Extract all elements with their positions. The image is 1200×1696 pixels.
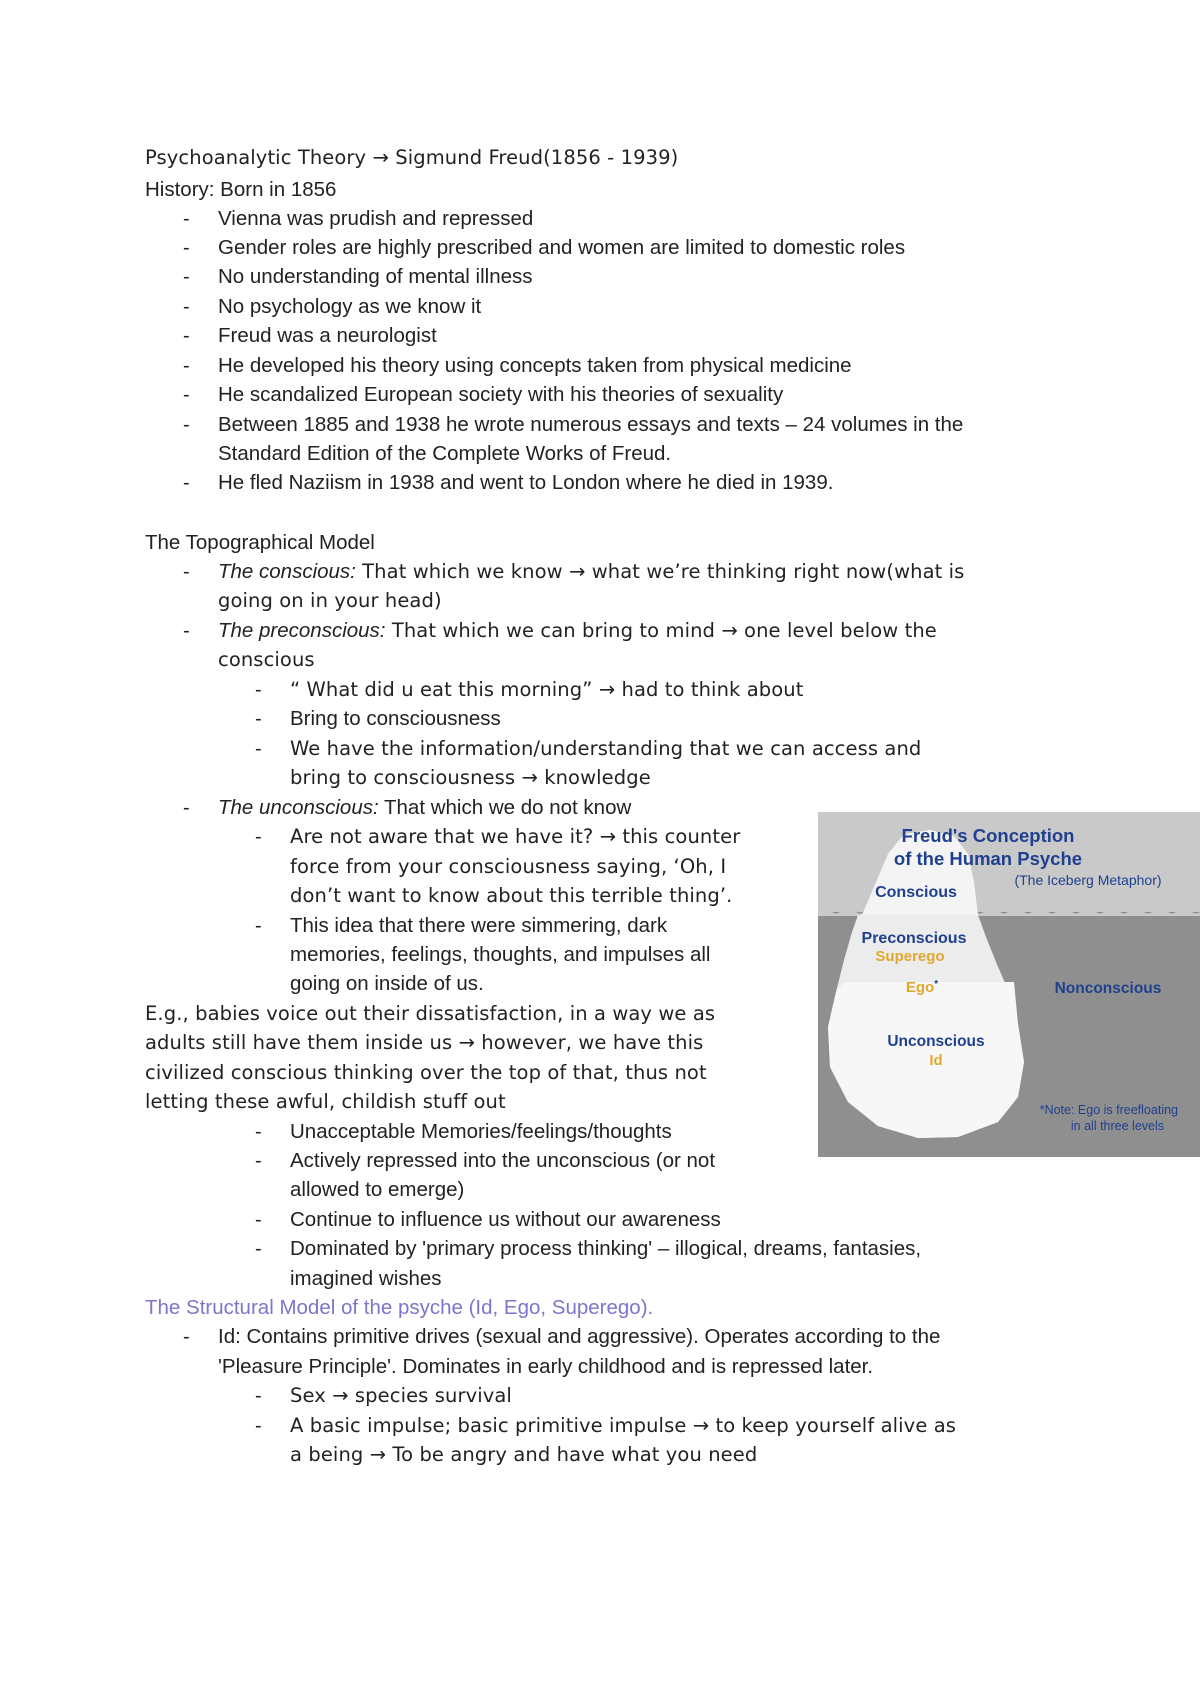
label-conscious: Conscious	[875, 884, 957, 901]
unconscious-subitem-continuation: going on inside of us.	[290, 972, 484, 995]
document-title: Psychoanalytic Theory → Sigmund Freud(1856 - 1939)	[145, 146, 679, 169]
history-item: Between 1885 and 1938 he wrote numerous essays and texts – 24 volumes in the	[218, 413, 964, 436]
id-item: Id: Contains primitive drives (sexual and aggressive). Operates according to the	[218, 1325, 941, 1348]
history-item: Freud was a neurologist	[218, 324, 437, 347]
example-paragraph-line: letting these awful, childish stuff out	[145, 1090, 506, 1113]
label-ego	[906, 979, 938, 996]
bullet-dash: -	[183, 561, 190, 583]
bullet-dash: -	[255, 1209, 262, 1231]
bullet-dash: -	[255, 826, 262, 848]
bullet-dash: -	[183, 414, 190, 436]
history-item: No understanding of mental illness	[218, 265, 533, 288]
bullet-dash: -	[183, 237, 190, 259]
bullet-dash: -	[255, 679, 262, 701]
bullet-dash: -	[255, 1121, 262, 1143]
conscious-text: That which we know → what we’re thinking right now(what is	[355, 560, 965, 583]
unconscious-subitem-continuation: don’t want to know about this terrible thing’.	[290, 884, 733, 907]
unconscious-detail-item: Actively repressed into the unconscious (or not	[290, 1149, 716, 1172]
label-ego-text: Ego	[905, 979, 935, 996]
id-subitem: Sex → species survival	[290, 1384, 512, 1407]
bullet-dash: -	[183, 620, 190, 642]
bullet-dash: -	[255, 1385, 262, 1407]
iceberg-illustration	[818, 812, 1200, 1157]
bullet-dash: -	[183, 325, 190, 347]
preconscious-term: The preconscious:	[218, 619, 386, 642]
bullet-dash: -	[255, 915, 262, 937]
figure-title-line1: Freud's Conception	[901, 825, 1075, 846]
unconscious-subitem-continuation: memories, feelings, thoughts, and impulses all	[290, 943, 711, 966]
unconscious-detail-continuation: allowed to emerge)	[290, 1178, 465, 1201]
bullet-dash: -	[255, 738, 262, 760]
id-subitem: A basic impulse; basic primitive impulse → to keep yourself alive as	[290, 1414, 957, 1437]
preconscious-subitem: We have the information/understanding that we can access and	[290, 737, 922, 760]
figure-title-line2: of the Human Psyche	[893, 848, 1083, 869]
label-preconscious: Preconscious	[861, 930, 967, 947]
bullet-dash: -	[183, 384, 190, 406]
label-id: Id	[929, 1052, 943, 1069]
conscious-item	[218, 558, 964, 586]
figure-note-line2: in all three levels	[1070, 1119, 1164, 1133]
unconscious-subitem: This idea that there were simmering, dark	[290, 914, 668, 937]
label-superego: Superego	[875, 948, 945, 965]
unconscious-text: That which we do not know	[378, 796, 632, 819]
history-item: He scandalized European society with his theories of sexuality	[218, 383, 784, 406]
label-unconscious: Unconscious	[887, 1033, 985, 1050]
unconscious-detail-item: Unacceptable Memories/feelings/thoughts	[290, 1120, 672, 1143]
history-item: He fled Naziism in 1938 and went to London where he died in 1939.	[218, 471, 834, 494]
bullet-dash: -	[183, 208, 190, 230]
unconscious-detail-item: Dominated by 'primary process thinking' – illogical, dreams, fantasies,	[290, 1237, 922, 1260]
label-nonconscious: Nonconscious	[1054, 980, 1162, 997]
unconscious-detail-continuation: imagined wishes	[290, 1267, 442, 1290]
bullet-dash: -	[183, 266, 190, 288]
unconscious-detail-item: Continue to influence us without our awareness	[290, 1208, 721, 1231]
bullet-dash: -	[183, 355, 190, 377]
example-paragraph-line: E.g., babies voice out their dissatisfaction, in a way we as	[145, 1002, 716, 1025]
bullet-dash: -	[183, 797, 190, 819]
preconscious-subitem: Bring to consciousness	[290, 707, 501, 730]
history-heading: History: Born in 1856	[145, 178, 337, 201]
preconscious-text-continuation: conscious	[218, 648, 315, 671]
bullet-dash: -	[183, 1326, 190, 1348]
topographical-heading: The Topographical Model	[145, 531, 375, 554]
bullet-dash: -	[255, 1415, 262, 1437]
iceberg-figure	[818, 812, 1200, 1157]
unconscious-subitem-continuation: force from your consciousness saying, ‘Oh, I	[290, 855, 727, 878]
bullet-dash: -	[183, 472, 190, 494]
history-item-continuation: Standard Edition of the Complete Works of Freud.	[218, 442, 672, 465]
history-item: He developed his theory using concepts taken from physical medicine	[218, 354, 852, 377]
label-ego-mark: *	[934, 979, 939, 990]
bullet-dash: -	[255, 1150, 262, 1172]
figure-note-line1: *Note: Ego is freefloating	[1039, 1103, 1178, 1117]
preconscious-subitem: “ What did u eat this morning” → had to think about	[290, 678, 804, 701]
history-item: Vienna was prudish and repressed	[218, 207, 534, 230]
preconscious-subitem-continuation: bring to consciousness → knowledge	[290, 766, 651, 789]
bullet-dash: -	[183, 296, 190, 318]
example-paragraph-line: civilized conscious thinking over the top of that, thus not	[145, 1061, 707, 1084]
conscious-term: The conscious:	[218, 560, 356, 583]
bullet-dash: -	[255, 1238, 262, 1260]
figure-subtitle: (The Iceberg Metaphor)	[1014, 872, 1162, 888]
id-subitem-continuation: a being → To be angry and have what you need	[290, 1443, 758, 1466]
structural-model-heading: The Structural Model of the psyche (Id, Ego, Superego).	[145, 1296, 654, 1319]
history-item: Gender roles are highly prescribed and women are limited to domestic roles	[218, 236, 906, 259]
preconscious-item	[218, 617, 937, 645]
conscious-text-continuation: going on in your head)	[218, 589, 442, 612]
example-paragraph-line: adults still have them inside us → however, we have this	[145, 1031, 704, 1054]
id-item-continuation: 'Pleasure Principle'. Dominates in early childhood and is repressed later.	[218, 1355, 874, 1378]
history-item: No psychology as we know it	[218, 295, 482, 318]
preconscious-text: That which we can bring to mind → one level below the	[385, 619, 937, 642]
unconscious-item	[218, 794, 631, 822]
bullet-dash: -	[255, 708, 262, 730]
unconscious-subitem: Are not aware that we have it? → this counter	[290, 825, 741, 848]
unconscious-term: The unconscious:	[218, 796, 379, 819]
